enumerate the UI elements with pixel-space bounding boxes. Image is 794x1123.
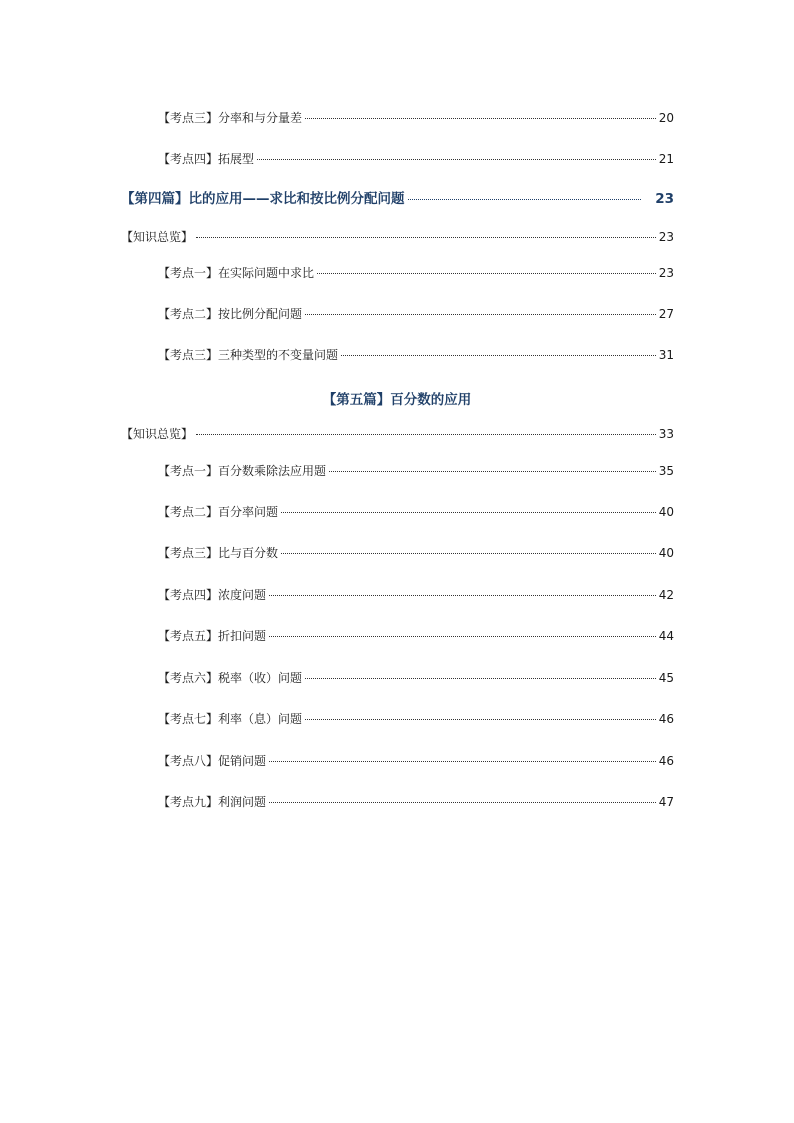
toc-entry-page: 40 (658, 505, 674, 519)
dot-leader (305, 314, 656, 315)
toc-entry-page: 44 (658, 629, 674, 643)
toc-entry-label: 【考点四】浓度问题 (158, 588, 267, 602)
toc-entry[interactable] (158, 753, 674, 769)
toc-entry-label: 【考点六】税率（收）问题 (158, 671, 303, 685)
dot-leader (281, 512, 656, 513)
toc-entry[interactable] (158, 504, 674, 520)
toc-entry-label: 【考点三】分率和与分量差 (158, 111, 303, 125)
dot-leader (305, 118, 656, 119)
toc-entry-page: 27 (658, 307, 674, 321)
toc-entry[interactable] (158, 545, 674, 561)
dot-leader (305, 719, 656, 720)
dot-leader (281, 553, 656, 554)
toc-entry-label: 【考点七】利率（息）问题 (158, 712, 303, 726)
dot-leader (269, 802, 656, 803)
toc-entry-page: 20 (658, 111, 674, 125)
toc-part-entry[interactable] (121, 191, 674, 207)
toc-entry[interactable] (158, 711, 674, 727)
toc-entry[interactable] (158, 110, 674, 126)
toc-part-page: 23 (655, 191, 674, 207)
toc-entry-page: 33 (658, 427, 674, 441)
toc-entry[interactable] (121, 426, 674, 442)
toc-entry[interactable] (158, 306, 674, 322)
dot-leader (305, 678, 656, 679)
dot-leader (317, 273, 656, 274)
toc-entry[interactable] (158, 794, 674, 810)
toc-part-heading[interactable]: 【第五篇】百分数的应用 (322, 392, 472, 408)
toc-entry-page: 21 (658, 152, 674, 166)
toc-entry-label: 【考点三】三种类型的不变量问题 (158, 348, 339, 362)
toc-entry-page: 35 (658, 464, 674, 478)
dot-leader (257, 159, 656, 160)
toc-entry-label: 【考点二】按比例分配问题 (158, 307, 303, 321)
toc-entry-label: 【考点二】百分率问题 (158, 505, 279, 519)
toc-entry-label: 【知识总览】 (121, 427, 194, 441)
toc-entry[interactable] (158, 628, 674, 644)
toc-entry-label: 【考点五】折扣问题 (158, 629, 267, 643)
dot-leader (341, 355, 656, 356)
dot-leader (269, 761, 656, 762)
toc-entry[interactable] (158, 347, 674, 363)
toc-entry-page: 23 (658, 266, 674, 280)
toc-entry-label: 【考点一】百分数乘除法应用题 (158, 464, 327, 478)
toc-entry-page: 23 (658, 230, 674, 244)
toc-entry-page: 47 (658, 795, 674, 809)
toc-entry[interactable] (121, 229, 674, 245)
toc-entry[interactable] (158, 463, 674, 479)
toc-entry[interactable] (158, 670, 674, 686)
toc-entry-label: 【考点四】拓展型 (158, 152, 255, 166)
toc-entry-label: 【考点九】利润问题 (158, 795, 267, 809)
toc-entry-label: 【知识总览】 (121, 230, 194, 244)
toc-entry-page: 31 (658, 348, 674, 362)
toc-part-label: 【第四篇】比的应用——求比和按比例分配问题 (121, 191, 405, 207)
toc-entry-page: 40 (658, 546, 674, 560)
toc-entry-label: 【考点三】比与百分数 (158, 546, 279, 560)
toc-entry[interactable] (158, 151, 674, 167)
dot-leader (196, 434, 656, 435)
dot-leader (269, 636, 656, 637)
dot-leader (408, 199, 642, 200)
toc-entry-label: 【考点八】促销问题 (158, 754, 267, 768)
dot-leader (329, 471, 656, 472)
dot-leader (269, 595, 656, 596)
toc-entry-page: 46 (658, 754, 674, 768)
toc-entry[interactable] (158, 587, 674, 603)
toc-entry[interactable] (158, 265, 674, 281)
toc-entry-page: 45 (658, 671, 674, 685)
toc-entry-page: 46 (658, 712, 674, 726)
toc-entry-page: 42 (658, 588, 674, 602)
toc-entry-label: 【考点一】在实际问题中求比 (158, 266, 315, 280)
dot-leader (196, 237, 656, 238)
